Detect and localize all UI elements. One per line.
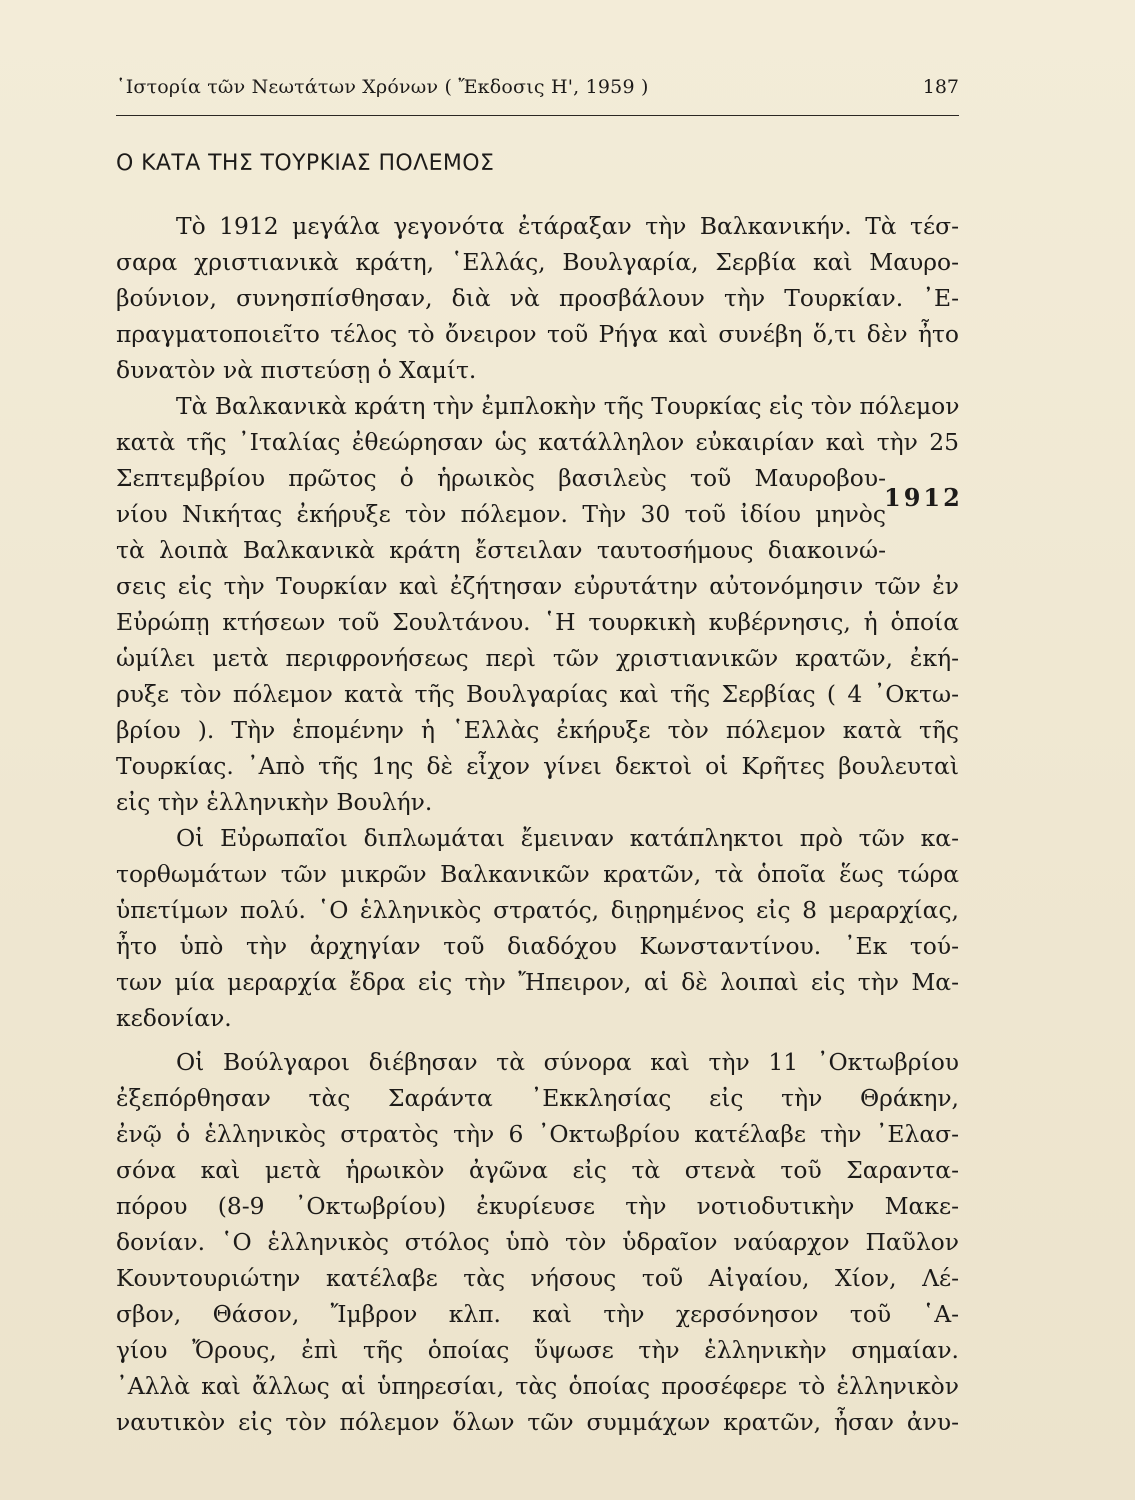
text-line: Σεπτεμβρίου πρῶτος ὁ ἡρωικὸς βασιλεὺς τοῦ Μαυροβου- — [116, 464, 886, 492]
text-line: βούνιον, συνησπίσθησαν, διὰ νὰ προσβάλουν τὴν Τουρκίαν. ᾽Ε- — [116, 284, 959, 312]
text-line: κεδονίαν. — [116, 1004, 232, 1032]
text-line: των μία μεραρχία ἔδρα εἰς τὴν Ἤπειρον, αἱ δὲ λοιπαὶ εἰς τὴν Μα- — [116, 968, 959, 996]
text-line: Τουρκίας. ᾽Απὸ τῆς 1ης δὲ εἶχον γίνει δεκτοὶ οἱ Κρῆτες βουλευταὶ — [116, 752, 959, 780]
text-line: γίου Ὄρους, ἐπὶ τῆς ὁποίας ὕψωσε τὴν ἑλληνικὴν σημαίαν. — [116, 1336, 959, 1364]
text-line: ὡμίλει μετὰ περιφρονήσεως περὶ τῶν χριστιανικῶν κρατῶν, ἐκή- — [116, 644, 959, 672]
chapter-title: Ο ΚΑΤΑ ΤΗΣ ΤΟΥΡΚΙΑΣ ΠΟΛΕΜΟΣ — [116, 151, 495, 176]
text-line: βρίου ). Τὴν ἑπομένην ἡ ῾Ελλὰς ἐκήρυξε τὸν πόλεμον κατὰ τῆς — [116, 716, 959, 744]
text-line: ἐξεπόρθησαν τὰς Σαράντα ᾽Εκκλησίας εἰς τὴν Θράκην, — [116, 1084, 959, 1112]
text-line: τορθωμάτων τῶν μικρῶν Βαλκανικῶν κρατῶν, τὰ ὁποῖα ἕως τώρα — [116, 860, 959, 888]
text-line: Εὐρώπῃ κτήσεων τοῦ Σουλτάνου. ῾Η τουρκικὴ κυβέρνησις, ἡ ὁποία — [116, 608, 959, 636]
text-line: ρυξε τὸν πόλεμον κατὰ τῆς Βουλγαρίας καὶ τῆς Σερβίας ( 4 ᾽Οκτω- — [116, 680, 959, 708]
text-line: δονίαν. ῾Ο ἑλληνικὸς στόλος ὑπὸ τὸν ὑδραῖον ναύαρχον Παῦλον — [116, 1228, 959, 1256]
running-head — [116, 72, 959, 102]
text-line: πόρου (8-9 ᾽Οκτωβρίου) ἐκυρίευσε τὴν νοτιοδυτικὴν Μακε- — [116, 1192, 959, 1220]
margin-year-note: 1912 — [884, 483, 963, 512]
text-line: ᾽Αλλὰ καὶ ἄλλως αἱ ὑπηρεσίαι, τὰς ὁποίας προσέφερε τὸ ἑλληνικὸν — [116, 1372, 959, 1400]
text-line: κατὰ τῆς ᾽Ιταλίας ἐθεώρησαν ὡς κατάλληλον εὐκαιρίαν καὶ τὴν 25 — [116, 428, 959, 456]
text-line: ἐνῷ ὁ ἑλληνικὸς στρατὸς τὴν 6 ᾽Οκτωβρίου κατέλαβε τὴν ᾽Ελασ- — [116, 1120, 959, 1148]
text-line: Τὸ 1912 μεγάλα γεγονότα ἐτάραξαν τὴν Βαλκανικήν. Τὰ τέσ- — [176, 212, 959, 240]
text-line: ὑπετίμων πολύ. ῾Ο ἑλληνικὸς στρατός, διῃρημένος εἰς 8 μεραρχίας, — [116, 896, 959, 924]
text-line: εἰς τὴν ἑλληνικὴν Βουλήν. — [116, 788, 433, 816]
text-line: Οἱ Εὐρωπαῖοι διπλωμάται ἔμειναν κατάπληκτοι πρὸ τῶν κα- — [176, 824, 959, 852]
text-line: νίου Νικήτας ἐκήρυξε τὸν πόλεμον. Τὴν 30 τοῦ ἰδίου μηνὸς — [116, 500, 886, 528]
text-line: ναυτικὸν εἰς τὸν πόλεμον ὅλων τῶν συμμάχων κρατῶν, ἦσαν ἀνυ- — [116, 1408, 959, 1436]
running-title: ῾Ιστορία τῶν Νεωτάτων Χρόνων ( Ἔκδοσις Η', 1959 ) — [116, 76, 649, 98]
text-line: Κουντουριώτην κατέλαβε τὰς νήσους τοῦ Αἰγαίου, Χίον, Λέ- — [116, 1264, 959, 1292]
text-line: σεις εἰς τὴν Τουρκίαν καὶ ἐζήτησαν εὐρυτάτην αὐτονόμησιν τῶν ἐν — [116, 572, 959, 600]
text-line: τὰ λοιπὰ Βαλκανικὰ κράτη ἔστειλαν ταυτοσήμους διακοινώ- — [116, 536, 886, 564]
header-divider — [116, 115, 959, 116]
text-line: σβον, Θάσον, Ἴμβρον κλπ. καὶ τὴν χερσόνησον τοῦ ῾Α- — [116, 1300, 959, 1328]
text-line: δυνατὸν νὰ πιστεύσῃ ὁ Χαμίτ. — [116, 356, 477, 384]
text-line: πραγματοποιεῖτο τέλος τὸ ὄνειρον τοῦ Ρήγα καὶ συνέβη ὅ,τι δὲν ἦτο — [116, 320, 959, 348]
text-line: Τὰ Βαλκανικὰ κράτη τὴν ἐμπλοκὴν τῆς Τουρκίας εἰς τὸν πόλεμον — [176, 392, 960, 420]
page-number: 187 — [922, 76, 959, 98]
text-line: σόνα καὶ μετὰ ἡρωικὸν ἀγῶνα εἰς τὰ στενὰ τοῦ Σαραντα- — [116, 1156, 959, 1184]
text-line: ἦτο ὑπὸ τὴν ἀρχηγίαν τοῦ διαδόχου Κωνσταντίνου. ᾽Εκ τού- — [116, 932, 959, 960]
text-line: σαρα χριστιανικὰ κράτη, ῾Ελλάς, Βουλγαρία, Σερβία καὶ Μαυρο- — [116, 248, 959, 276]
text-line: Οἱ Βούλγαροι διέβησαν τὰ σύνορα καὶ τὴν 11 ᾽Οκτωβρίου — [176, 1048, 959, 1076]
